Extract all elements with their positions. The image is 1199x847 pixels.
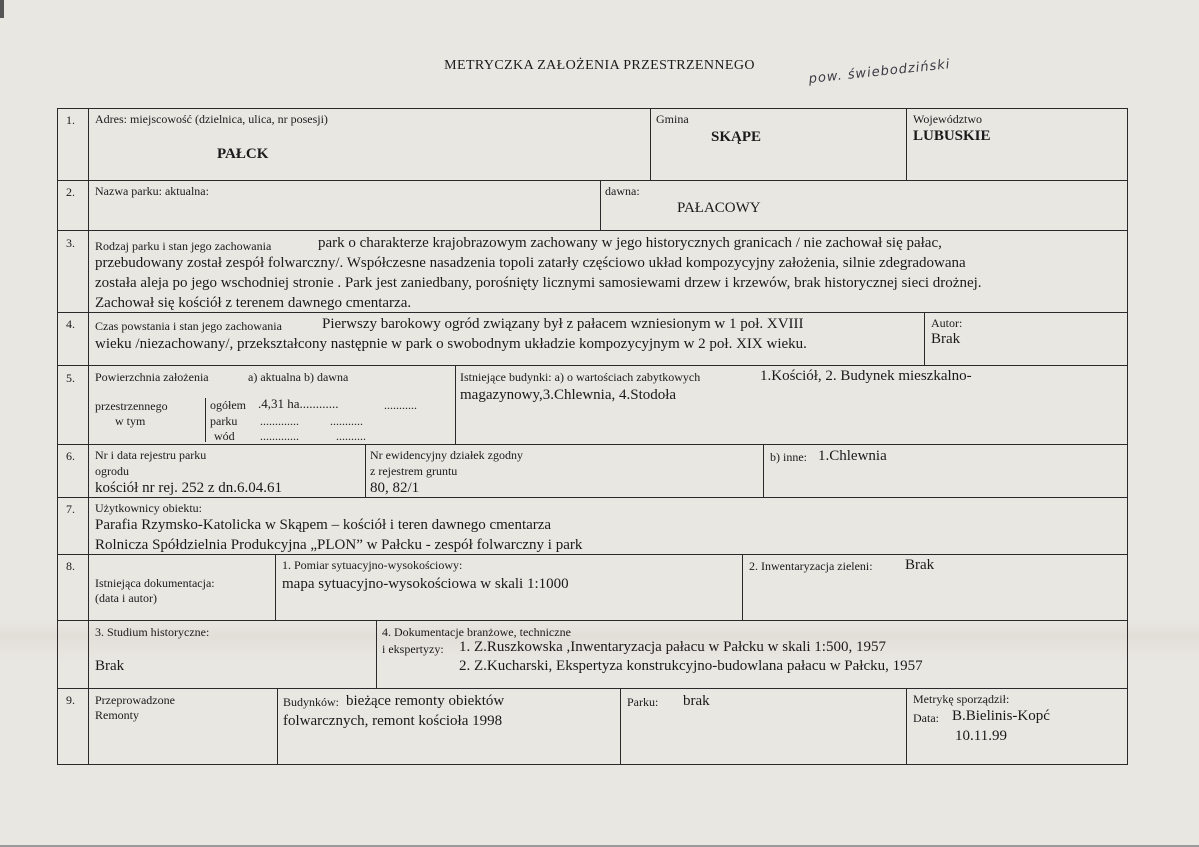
row-number: 7. xyxy=(66,502,75,516)
row-number: 3. xyxy=(66,236,75,250)
park-name-former-value: PAŁACOWY xyxy=(677,200,761,216)
industry-label: i ekspertyzy: xyxy=(382,642,444,656)
buildings-line: magazynowy,3.Chlewnia, 4.Stodoła xyxy=(460,387,677,403)
prepared-author: B.Bielinis-Kopć xyxy=(952,708,1050,724)
parcel-label: z rejestrem gruntu xyxy=(370,464,458,478)
industry-item: 2. Z.Kucharski, Ekspertyza konstrukcyjno-budowlana pałacu w Pałcku, 1957 xyxy=(459,658,923,674)
prepared-by-label: Metrykę sporządził: xyxy=(913,692,1010,706)
other-label: b) inne: xyxy=(770,450,807,464)
prepared-date-label: Data: xyxy=(913,711,939,725)
row-number: 8. xyxy=(66,559,75,573)
survey-label: 1. Pomiar sytuacyjno-wysokościowy: xyxy=(282,558,463,572)
row-number: 9. xyxy=(66,693,75,707)
area-ogolem-dots: ........... xyxy=(384,398,417,412)
docs-label: (data i autor) xyxy=(95,591,157,605)
docs-label: Istniejąca dokumentacja: xyxy=(95,576,215,590)
registry-label: ogrodu xyxy=(95,464,129,478)
renovations-buildings-label: Budynków: xyxy=(283,695,340,709)
area-label: Powierzchnia założenia xyxy=(95,370,209,384)
area-wod-label: wód xyxy=(214,429,235,443)
row-number: 2. xyxy=(66,185,75,199)
industry-label: 4. Dokumentacje branżowe, techniczne xyxy=(382,625,571,639)
renovations-park-value: brak xyxy=(683,693,710,709)
greenery-label: 2. Inwentaryzacja zieleni: xyxy=(749,559,873,573)
renovations-label: Przeprowadzone xyxy=(95,693,175,707)
park-name-former-label: dawna: xyxy=(605,184,640,198)
parcel-value: 80, 82/1 xyxy=(370,480,420,496)
buildings-line: 1.Kościół, 2. Budynek mieszkalno- xyxy=(760,368,972,384)
park-type-label: Rodzaj parku i stan jego zachowania xyxy=(95,239,272,253)
address-label: Adres: miejscowość (dzielnica, ulica, nr posesji) xyxy=(95,112,328,126)
area-ab-label: a) aktualna b) dawna xyxy=(248,370,349,384)
area-ogolem-value: .4,31 ha............ xyxy=(258,396,339,411)
wojewodztwo-label: Województwo xyxy=(913,112,983,126)
registry-value: kościół nr rej. 252 z dn.6.04.61 xyxy=(95,480,283,496)
gmina-label: Gmina xyxy=(656,112,689,126)
row-number: 6. xyxy=(66,449,75,463)
row-number: 4. xyxy=(66,317,75,331)
park-type-line: park o charakterze krajobrazowym zachowany w jego historycznych granicach / nie zachował się pałac, xyxy=(318,235,942,251)
address-value: PAŁCK xyxy=(217,146,269,162)
area-przestrzennego-label: przestrzennego xyxy=(95,399,168,413)
history-value: Brak xyxy=(95,658,125,674)
history-label: 3. Studium historyczne: xyxy=(95,625,210,639)
registry-label: Nr i data rejestru parku xyxy=(95,448,207,462)
renovations-label: Remonty xyxy=(95,708,139,722)
handwritten-note: pow. świebodziński xyxy=(808,57,952,87)
area-parku-dots: ........... xyxy=(330,414,363,428)
park-type-line: została aleja po jego wschodniej stronie . Park jest zaniedbany, porośnięty licznymi samosiewami drzew i krzewów, brak historycznej sieci drożnej. xyxy=(95,275,982,291)
park-name-current-label: Nazwa parku: aktualna: xyxy=(95,184,209,198)
scan-edge-mark xyxy=(0,0,4,18)
park-type-line: Zachował się kościół z terenem dawnego cmentarza. xyxy=(95,295,412,311)
origin-label: Czas powstania i stan jego zachowania xyxy=(95,319,282,333)
author-label: Autor: xyxy=(931,316,963,330)
renovations-buildings-value: folwarcznych, remont kościoła 1998 xyxy=(283,713,503,729)
row-number: 5. xyxy=(66,371,75,385)
industry-item: 1. Z.Ruszkowska ,Inwentaryzacja pałacu w Pałcku w skali 1:500, 1957 xyxy=(459,639,886,655)
area-wod-dots: .......... xyxy=(336,429,366,443)
buildings-label: Istniejące budynki: a) o wartościach zabytkowych xyxy=(460,370,701,384)
area-ogolem-label: ogółem xyxy=(210,398,246,412)
parcel-label: Nr ewidencyjny działek zgodny xyxy=(370,448,523,462)
other-value: 1.Chlewnia xyxy=(818,448,887,464)
document-title: METRYCZKA ZAŁOŻENIA PRZESTRZENNEGO xyxy=(444,58,755,73)
users-label: Użytkownicy obiektu: xyxy=(95,501,202,515)
origin-line: wieku /niezachowany/, przekształcony następnie w park o swobodnym układzie kompozycyjnym w 2 poł. XIX wieku. xyxy=(95,336,807,352)
wojewodztwo-value: LUBUSKIE xyxy=(913,128,991,144)
users-line: Rolnicza Spółdzielnia Produkcyjna „PLON” w Pałcku - zespół folwarczny i park xyxy=(95,537,583,553)
area-parku-dots: ............. xyxy=(260,414,299,428)
area-wtym-label: w tym xyxy=(115,414,146,428)
park-type-line: przebudowany został zespół folwarczny/. Współczesne nasadzenia topoli zatarły częściowo układ kompozycyjny założenia, silnie zdegradowana xyxy=(95,255,966,271)
users-line: Parafia Rzymsko-Katolicka w Skąpem – kościół i teren dawnego cmentarza xyxy=(95,517,552,533)
greenery-value: Brak xyxy=(905,557,935,573)
area-parku-label: parku xyxy=(210,414,238,428)
area-wod-dots: ............. xyxy=(260,429,299,443)
gmina-value: SKĄPE xyxy=(711,129,762,145)
survey-value: mapa sytuacyjno-wysokościowa w skali 1:1000 xyxy=(282,576,569,592)
origin-line: Pierwszy barokowy ogród związany był z pałacem wzniesionym w 1 poł. XVIII xyxy=(322,316,804,332)
prepared-date: 10.11.99 xyxy=(955,728,1007,744)
row-number: 1. xyxy=(66,113,75,127)
author-value: Brak xyxy=(931,331,961,347)
renovations-buildings-value: bieżące remonty obiektów xyxy=(346,693,505,709)
renovations-park-label: Parku: xyxy=(627,695,659,709)
